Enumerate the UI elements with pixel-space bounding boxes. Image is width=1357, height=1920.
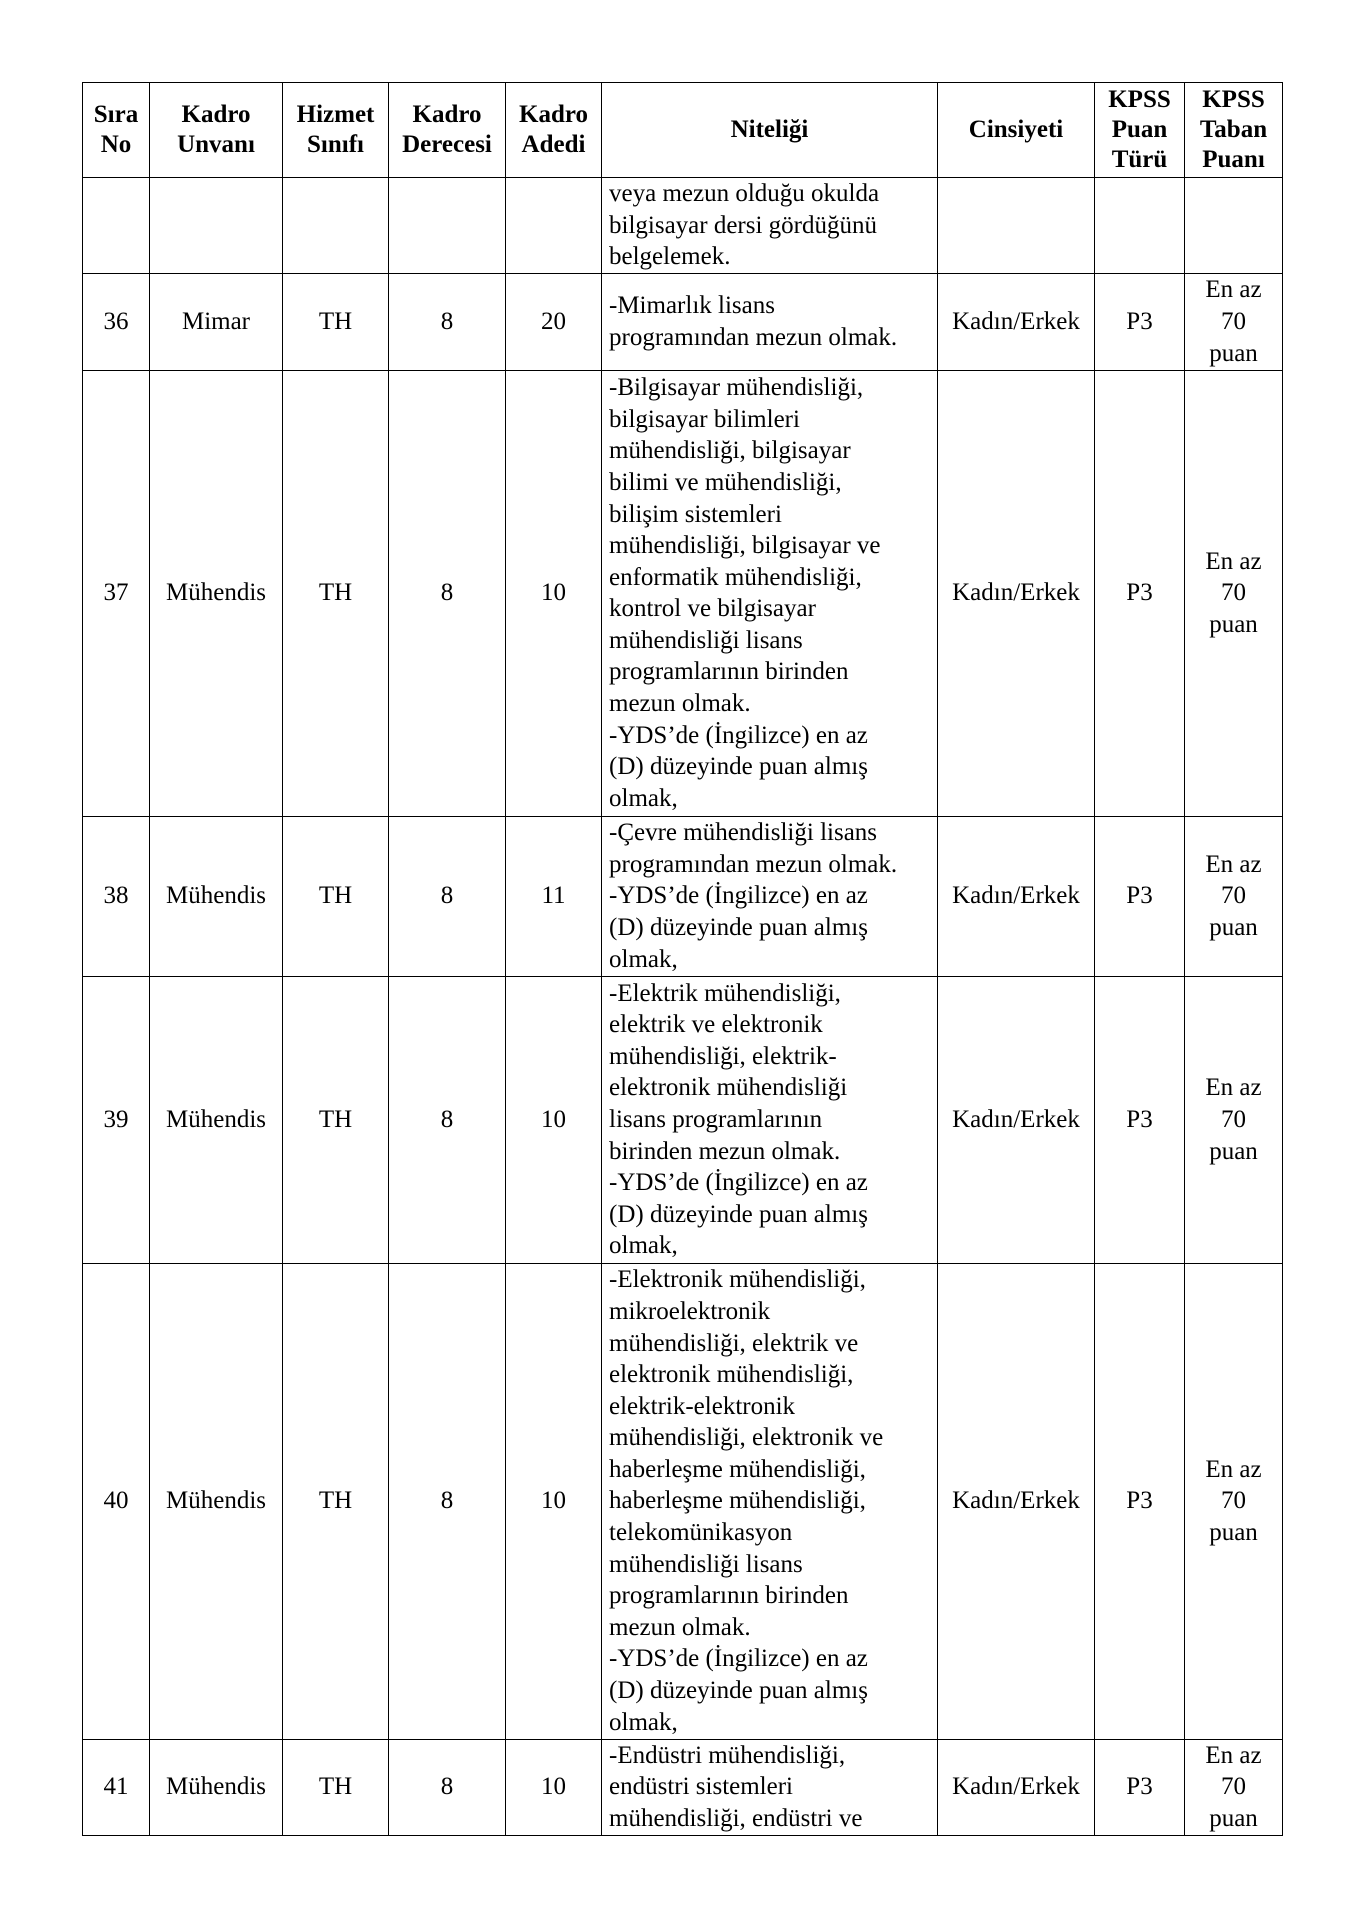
cell-niteligi: -Endüstri mühendisliği, endüstri sistemleri mühendisliği, endüstri ve <box>602 1739 938 1835</box>
table-row <box>83 178 1283 274</box>
cell-hizmet-sinifi: TH <box>283 273 389 370</box>
header-sira-no: Sıra No <box>83 83 150 178</box>
cell-kpss-taban-puani: En az 70 puan <box>1185 1263 1283 1739</box>
cell-kadro-adedi: 10 <box>506 370 602 816</box>
cell-kadro-adedi: 20 <box>506 273 602 370</box>
cell-cinsiyeti: Kadın/Erkek <box>938 816 1095 976</box>
header-kpss-puan-turu: KPSS Puan Türü <box>1095 83 1185 178</box>
cell-hizmet-sinifi: TH <box>283 816 389 976</box>
cell-kadro-adedi: 10 <box>506 1739 602 1835</box>
cell-cinsiyeti: Kadın/Erkek <box>938 1739 1095 1835</box>
cell-cinsiyeti <box>938 178 1095 274</box>
cell-kpss-puan-turu: P3 <box>1095 1739 1185 1835</box>
cell-kadro-unvani <box>150 178 283 274</box>
cell-sira-no: 36 <box>83 273 150 370</box>
cell-kadro-unvani: Mühendis <box>150 976 283 1263</box>
cell-kadro-derecesi: 8 <box>389 1739 506 1835</box>
cell-kpss-taban-puani: En az 70 puan <box>1185 273 1283 370</box>
table-row <box>83 370 1283 816</box>
header-cinsiyeti: Cinsiyeti <box>938 83 1095 178</box>
table-row <box>83 816 1283 976</box>
cell-sira-no: 37 <box>83 370 150 816</box>
cell-kadro-derecesi: 8 <box>389 976 506 1263</box>
cell-kpss-taban-puani <box>1185 178 1283 274</box>
kadro-table <box>82 82 1283 1836</box>
cell-kadro-unvani: Mühendis <box>150 370 283 816</box>
header-kadro-adedi: Kadro Adedi <box>506 83 602 178</box>
cell-niteligi: -Mimarlık lisans programından mezun olmak. <box>602 273 938 370</box>
cell-hizmet-sinifi <box>283 178 389 274</box>
header-hizmet-sinifi: Hizmet Sınıfı <box>283 83 389 178</box>
table-row <box>83 1263 1283 1739</box>
cell-niteligi: -Bilgisayar mühendisliği, bilgisayar bilimleri mühendisliği, bilgisayar bilimi ve mühendisliği, bilişim sistemleri mühendisliği, bilgisayar ve enformatik mühendisliği, kontrol ve bilgisayar mühendisliği lisans programlarının birinden mezun olmak. -YDS’de (İngilizce) en az (D) düzeyinde puan almış olmak, <box>602 370 938 816</box>
cell-kadro-derecesi: 8 <box>389 816 506 976</box>
cell-niteligi: -Elektronik mühendisliği, mikroelektronik mühendisliği, elektrik ve elektronik mühendisliği, elektrik-elektronik mühendisliği, elektronik ve haberleşme mühendisliği, haberleşme mühendisliği, telekomünikasyon mühendisliği lisans programlarının birinden mezun olmak. -YDS’de (İngilizce) en az (D) düzeyinde puan almış olmak, <box>602 1263 938 1739</box>
cell-kpss-puan-turu: P3 <box>1095 816 1185 976</box>
cell-sira-no <box>83 178 150 274</box>
cell-sira-no: 38 <box>83 816 150 976</box>
cell-kadro-adedi: 11 <box>506 816 602 976</box>
cell-niteligi: -Çevre mühendisliği lisans programından mezun olmak. -YDS’de (İngilizce) en az (D) düzeyinde puan almış olmak, <box>602 816 938 976</box>
cell-kpss-taban-puani: En az 70 puan <box>1185 1739 1283 1835</box>
cell-niteligi: veya mezun olduğu okulda bilgisayar dersi gördüğünü belgelemek. <box>602 178 938 274</box>
cell-niteligi: -Elektrik mühendisliği, elektrik ve elektronik mühendisliği, elektrik- elektronik mühendisliği lisans programlarının birinden mezun olmak. -YDS’de (İngilizce) en az (D) düzeyinde puan almış olmak, <box>602 976 938 1263</box>
header-niteligi: Niteliği <box>602 83 938 178</box>
header-kpss-taban-puani: KPSS Taban Puanı <box>1185 83 1283 178</box>
cell-kadro-adedi: 10 <box>506 1263 602 1739</box>
cell-sira-no: 40 <box>83 1263 150 1739</box>
cell-kpss-puan-turu <box>1095 178 1185 274</box>
cell-kadro-unvani: Mimar <box>150 273 283 370</box>
cell-kpss-puan-turu: P3 <box>1095 370 1185 816</box>
cell-kpss-puan-turu: P3 <box>1095 976 1185 1263</box>
cell-kadro-unvani: Mühendis <box>150 1263 283 1739</box>
cell-kpss-taban-puani: En az 70 puan <box>1185 370 1283 816</box>
cell-kadro-unvani: Mühendis <box>150 1739 283 1835</box>
cell-kpss-taban-puani: En az 70 puan <box>1185 976 1283 1263</box>
cell-kadro-derecesi <box>389 178 506 274</box>
cell-kpss-puan-turu: P3 <box>1095 273 1185 370</box>
cell-hizmet-sinifi: TH <box>283 1739 389 1835</box>
cell-kadro-derecesi: 8 <box>389 370 506 816</box>
table-row <box>83 273 1283 370</box>
header-kadro-unvani: Kadro Unvanı <box>150 83 283 178</box>
cell-kpss-puan-turu: P3 <box>1095 1263 1185 1739</box>
cell-kadro-adedi <box>506 178 602 274</box>
cell-cinsiyeti: Kadın/Erkek <box>938 976 1095 1263</box>
cell-hizmet-sinifi: TH <box>283 370 389 816</box>
cell-kadro-derecesi: 8 <box>389 273 506 370</box>
cell-hizmet-sinifi: TH <box>283 976 389 1263</box>
table-header-row <box>83 83 1283 178</box>
cell-kadro-unvani: Mühendis <box>150 816 283 976</box>
table-row <box>83 976 1283 1263</box>
table-row <box>83 1739 1283 1835</box>
cell-kadro-adedi: 10 <box>506 976 602 1263</box>
cell-kadro-derecesi: 8 <box>389 1263 506 1739</box>
cell-kpss-taban-puani: En az 70 puan <box>1185 816 1283 976</box>
cell-sira-no: 41 <box>83 1739 150 1835</box>
cell-cinsiyeti: Kadın/Erkek <box>938 1263 1095 1739</box>
cell-sira-no: 39 <box>83 976 150 1263</box>
cell-cinsiyeti: Kadın/Erkek <box>938 370 1095 816</box>
header-kadro-derecesi: Kadro Derecesi <box>389 83 506 178</box>
cell-cinsiyeti: Kadın/Erkek <box>938 273 1095 370</box>
cell-hizmet-sinifi: TH <box>283 1263 389 1739</box>
